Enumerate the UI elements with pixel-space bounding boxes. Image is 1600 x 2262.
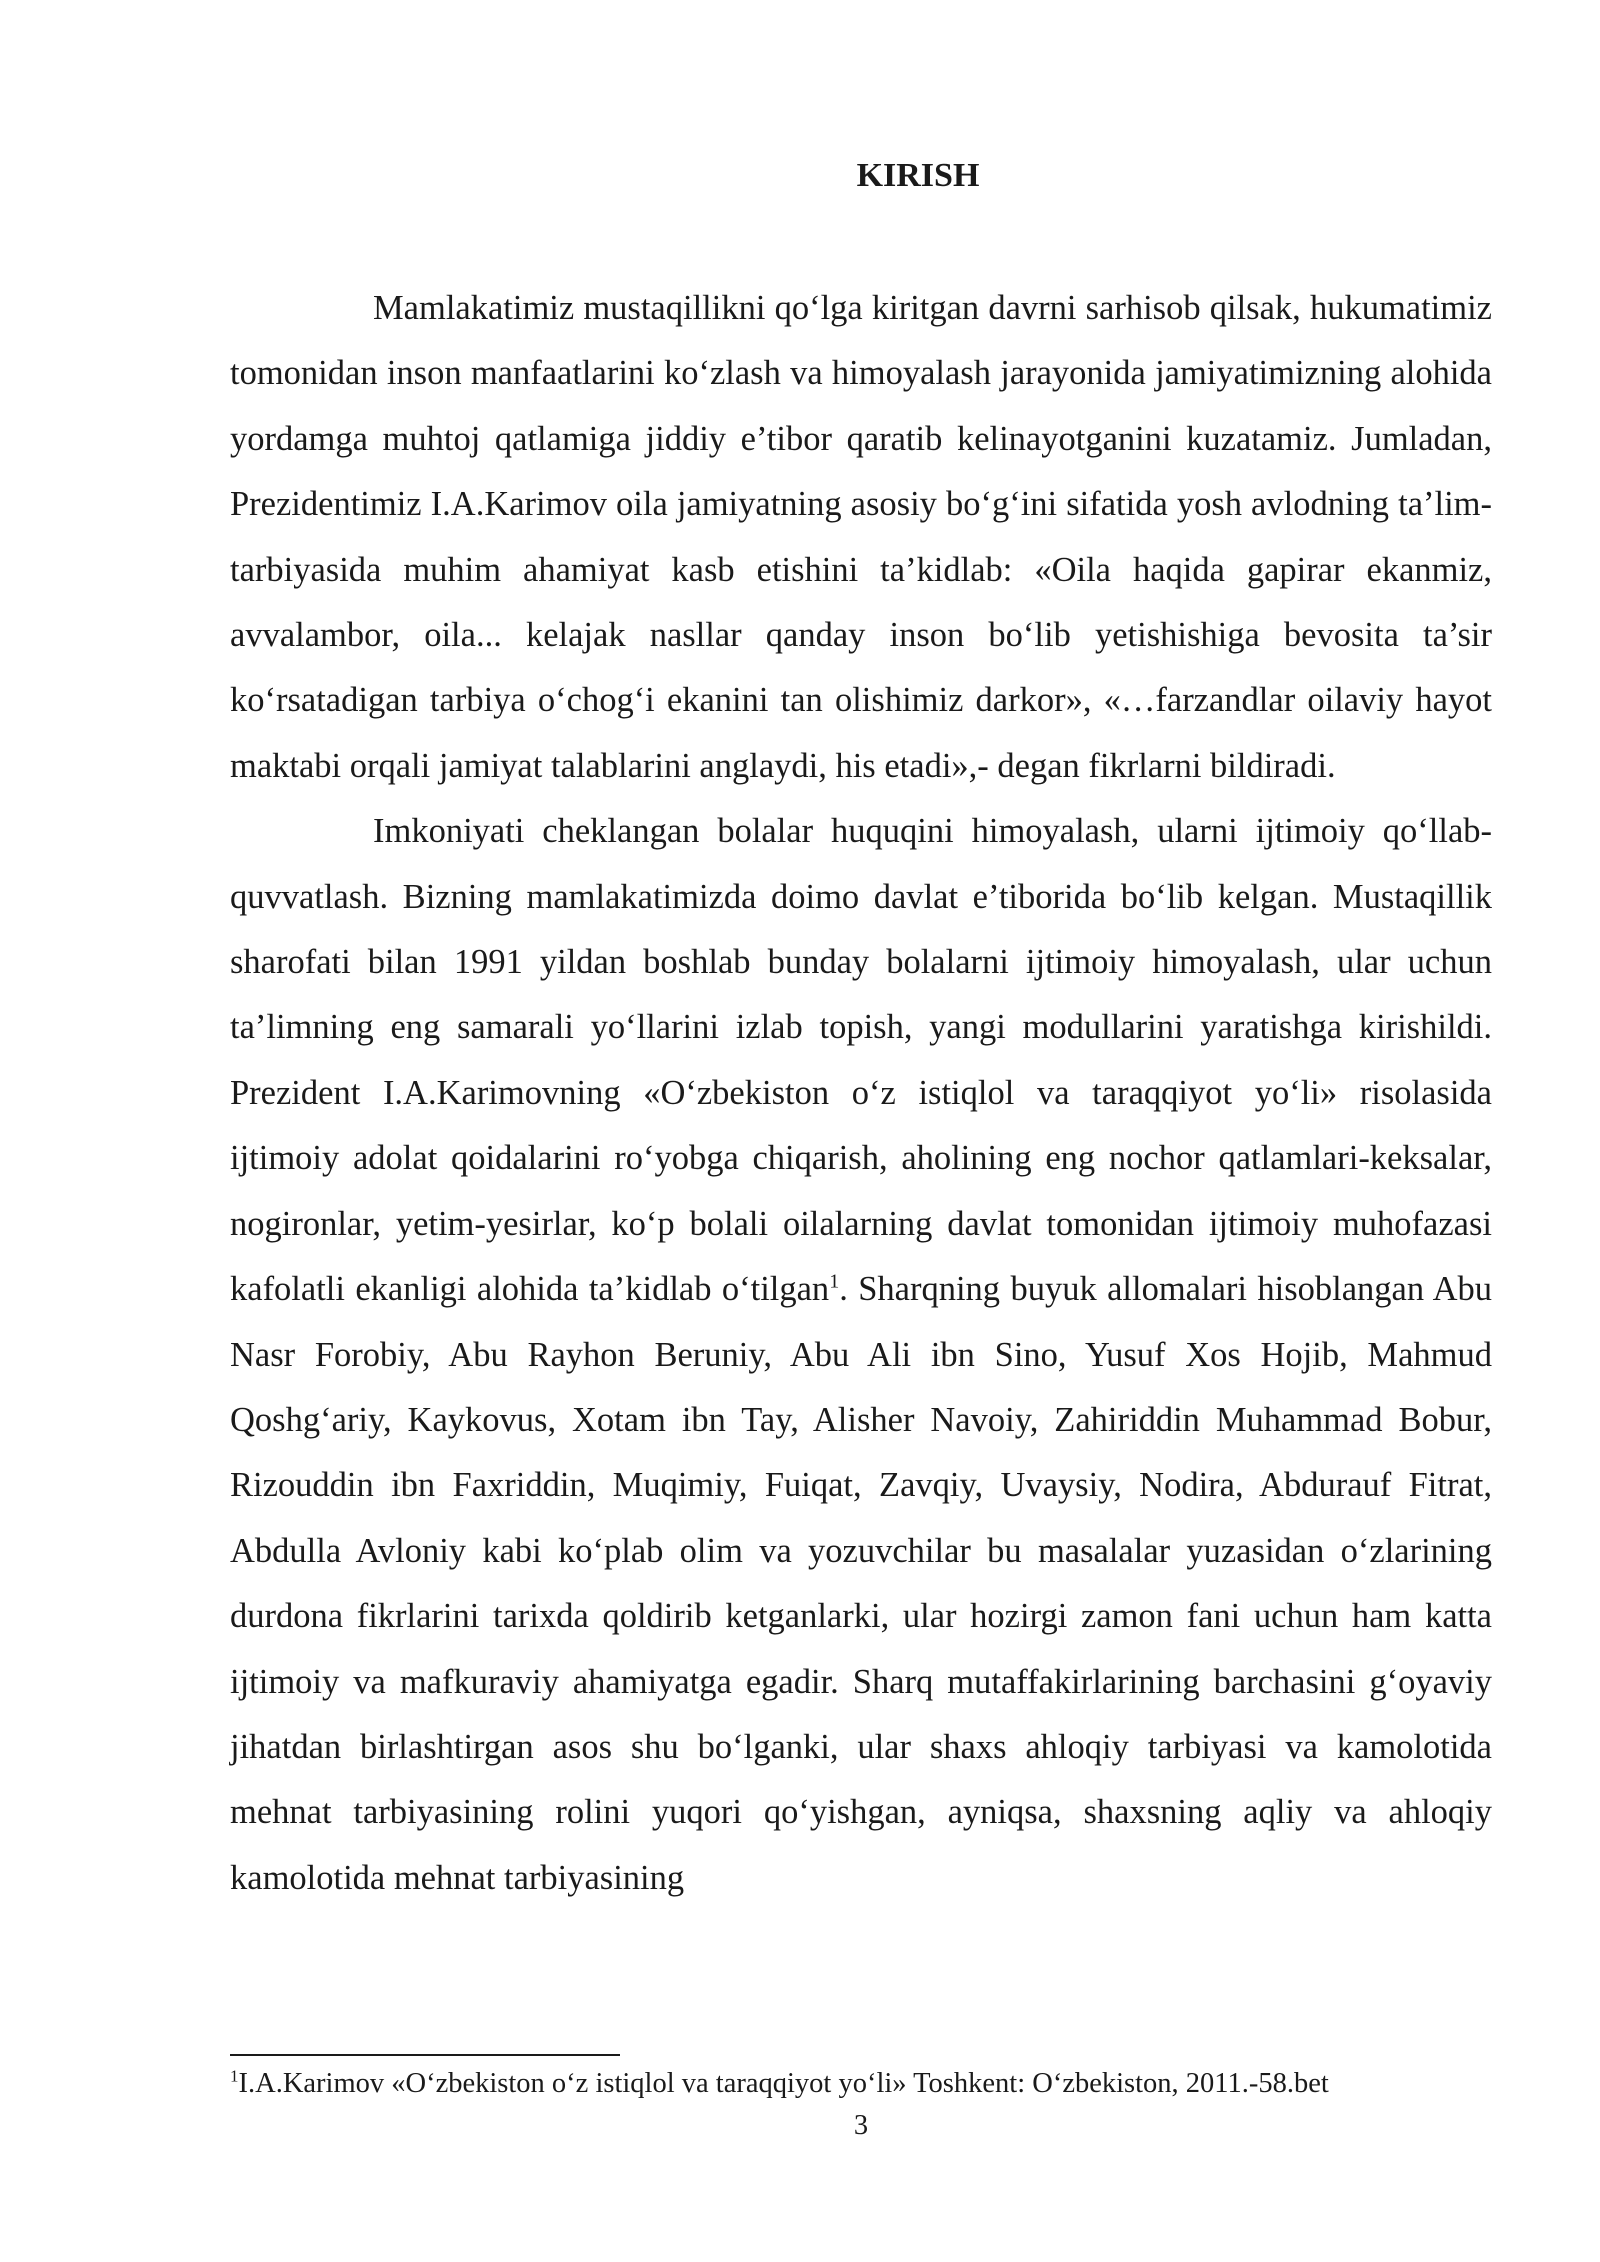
footnote-reference[interactable]: 1 <box>829 1270 840 1293</box>
footnote-separator <box>230 2054 620 2056</box>
footnote-mark: 1 <box>230 2066 239 2086</box>
page-title: KIRISH <box>856 157 980 194</box>
page-number: 3 <box>853 2110 869 2141</box>
footnote <box>230 2064 1530 2104</box>
body-text <box>230 276 1492 1911</box>
paragraph-disabled-children <box>230 799 1492 1911</box>
paragraph-intro-text: Mamlakatimiz mustaqillikni qo‘lga kiritgan davrni sarhisob qilsak, hukumatimiz tomonidan inson manfaatlarini ko‘zlash va himoyalash jarayonida jamiyatimizning alohida yordamga muhtoj qatlamiga jiddiy e’tibor qaratib kelinayotganini kuzatamiz. Jumladan, Prezidentimiz I.A.Karimov oila jamiyatning asosiy bo‘g‘ini sifatida yosh avlodning ta’lim-tarbiyasida muhim ahamiyat kasb etishini ta’kidlab: «Oila haqida gapirar ekanmiz, avvalambor, oila... kelajak nasllar qanday inson bo‘lib yetishishiga bevosita ta’sir ko‘rsatadigan tarbiya o‘chog‘i ekanini tan olishimiz darkor», «…farzandlar oilaviy hayot maktabi orqali jamiyat talablarini anglaydi, his etadi»,- degan fikrlarni bildiradi. <box>230 289 1492 785</box>
paragraph-disabled-children-text-end: . Sharqning buyuk allomalari hisoblangan Abu Nasr Forobiy, Abu Rayhon Beruniy, Abu Ali ibn Sino, Yusuf Xos Hojib, Mahmud Qoshg‘ariy, Kaykovus, Xotam ibn Tay, Alisher Navoiy, Zahiriddin Muhammad Bobur, Rizouddin ibn Faxriddin, Muqimiy, Fuiqat, Zavqiy, Uvaysiy, Nodira, Abdurauf Fitrat, Abdulla Avloniy kabi ko‘plab olim va yozuvchilar bu masalalar yuzasidan o‘zlarining durdona fikrlarini tarixda qoldirib ketganlarki, ular hozirgi zamon fani uchun ham katta ijtimoiy va mafkuraviy ahamiyatga egadir. Sharq mutaffakirlarining barchasini g‘oyaviy jihatdan birlashtirgan asos shu bo‘lganki, ular shaxs ahloqiy tarbiyasi va kamolotida mehnat tarbiyasining rolini yuqori qo‘yishgan, ayniqsa, shaxsning aqliy va ahloqiy kamolotida mehnat tarbiyasining <box>230 1270 1492 1897</box>
footnote-text: I.A.Karimov «O‘zbekiston o‘z istiqlol va taraqqiyot yo‘li» Toshkent: O‘zbekiston, 2011.-58.bet <box>238 2068 1329 2099</box>
paragraph-disabled-children-text-start: Imkoniyati cheklangan bolalar huquqini himoyalash, ularni ijtimoiy qo‘llab-quvvatlash. Bizning mamlakatimizda doimo davlat e’tiborida bo‘lib kelgan. Mustaqillik sharofati bilan 1991 yildan boshlab bunday bolalarni ijtimoiy himoyalash, ular uchun ta’limning eng samarali yo‘llarini izlab topish, yangi modullarini yaratishga kirishildi. Prezident I.A.Karimovning «O‘zbekiston o‘z istiqlol va taraqqiyot yo‘li» risolasida ijtimoiy adolat qoidalarini ro‘yobga chiqarish, aholining eng nochor qatlamlari-keksalar, nogironlar, yetim-yesirlar, ko‘p bolali oilalarning davlat tomonidan ijtimoiy muhofazasi kafolatli ekanligi alohida ta’kidlab o‘tilgan <box>230 812 1492 1309</box>
paragraph-intro <box>230 276 1492 799</box>
